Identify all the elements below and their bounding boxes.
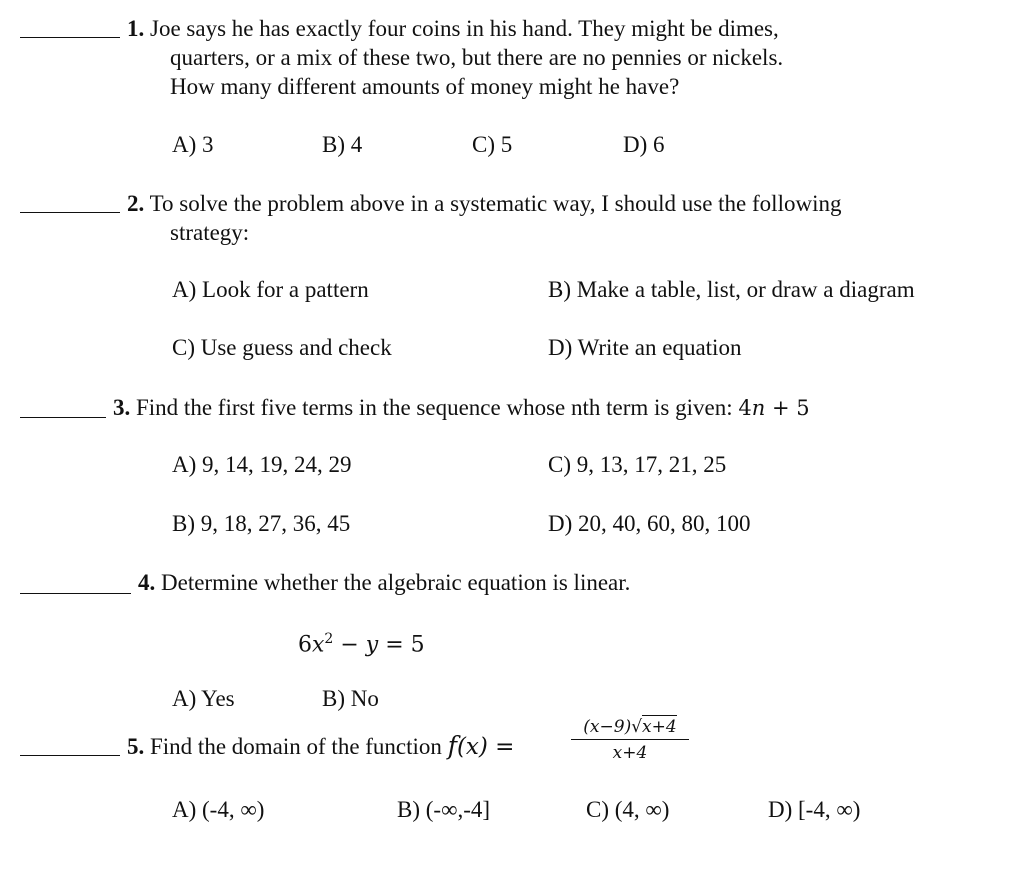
question-2-line-2: strategy: [170,220,250,245]
equation-exponent: 2 [324,631,334,647]
answer-blank-5[interactable] [20,755,120,756]
question-5-function-arg [457,734,515,760]
question-4-line-1 [138,568,630,597]
question-1-number: 1. [127,16,145,41]
answer-blank-1[interactable] [20,37,120,38]
question-3-choice-b: B) 9, 18, 27, 36, 45 [172,511,351,536]
question-5-fraction [571,716,689,764]
question-5-choice-c: C) (4, ∞) [586,797,670,822]
question-1-choice-a: A) 3 [172,132,214,157]
equation-coef: 6 [298,632,312,658]
question-2-text-line-1: To solve the problem above in a systematic way, I should use the following [149,191,842,216]
question-1-choice-d: D) 6 [623,132,665,157]
question-4-equation [298,624,425,660]
question-3-choice-c: C) 9, 13, 17, 21, 25 [548,452,727,477]
fraction-bar [571,739,689,740]
question-3-choice-a: A) 9, 14, 19, 24, 29 [172,452,352,477]
question-3-expr-coef: 4 [738,396,752,420]
function-argument: (x) = [456,734,515,760]
question-2-choice-a: A) Look for a pattern [172,277,369,302]
answer-blank-2[interactable] [20,212,120,213]
numerator-radicand: x+4 [642,717,677,737]
question-3-expression [738,396,809,420]
equation-rest: = 5 [378,632,425,658]
question-3-expr-var: n [751,396,766,420]
fraction-denominator: x+4 [612,743,648,763]
question-2-choice-b: B) Make a table, list, or draw a diagram [548,277,915,302]
answer-blank-4[interactable] [20,593,131,594]
question-4-choice-b: B) No [322,686,379,711]
question-1-choice-c: C) 5 [472,132,513,157]
question-5-choice-b: B) (-∞,-4] [397,797,491,822]
numerator-left: (x−9)√ [583,717,643,737]
question-4-number: 4. [138,570,156,595]
question-3-line-1 [113,393,810,423]
question-4-choice-a: A) Yes [172,686,235,711]
fraction-numerator [571,716,689,738]
question-2-choice-d: D) Write an equation [548,335,742,360]
question-2-number: 2. [127,191,145,216]
question-1-line-1 [127,14,779,43]
question-2-line-1 [127,189,841,218]
question-1-choice-b: B) 4 [322,132,363,157]
question-3-text: Find the first five terms in the sequence whose nth term is given: [136,395,733,420]
question-3-number: 3. [113,395,131,420]
equation-minus: − [333,632,366,658]
question-5-text: Find the domain of the function [150,734,442,759]
question-5-number: 5. [127,734,145,759]
question-4-text: Determine whether the algebraic equation is linear. [161,570,631,595]
equation-var-x: x [312,632,325,658]
question-5-function-name: f [447,731,457,760]
question-2-choice-c: C) Use guess and check [172,335,392,360]
question-5-line-1 [127,731,514,762]
answer-blank-3[interactable] [20,417,106,418]
question-1-line-3: How many different amounts of money might he have? [170,74,680,99]
equation-var-y: y [365,632,379,658]
question-5-choice-a: A) (-4, ∞) [172,797,265,822]
question-3-choice-d: D) 20, 40, 60, 80, 100 [548,511,751,536]
question-1-line-2: quarters, or a mix of these two, but there are no pennies or nickels. [170,45,784,70]
question-3-expr-rest: + 5 [765,396,810,420]
question-1-text-line-1: Joe says he has exactly four coins in his hand. They might be dimes, [150,16,779,41]
question-5-choice-d: D) [-4, ∞) [768,797,861,822]
